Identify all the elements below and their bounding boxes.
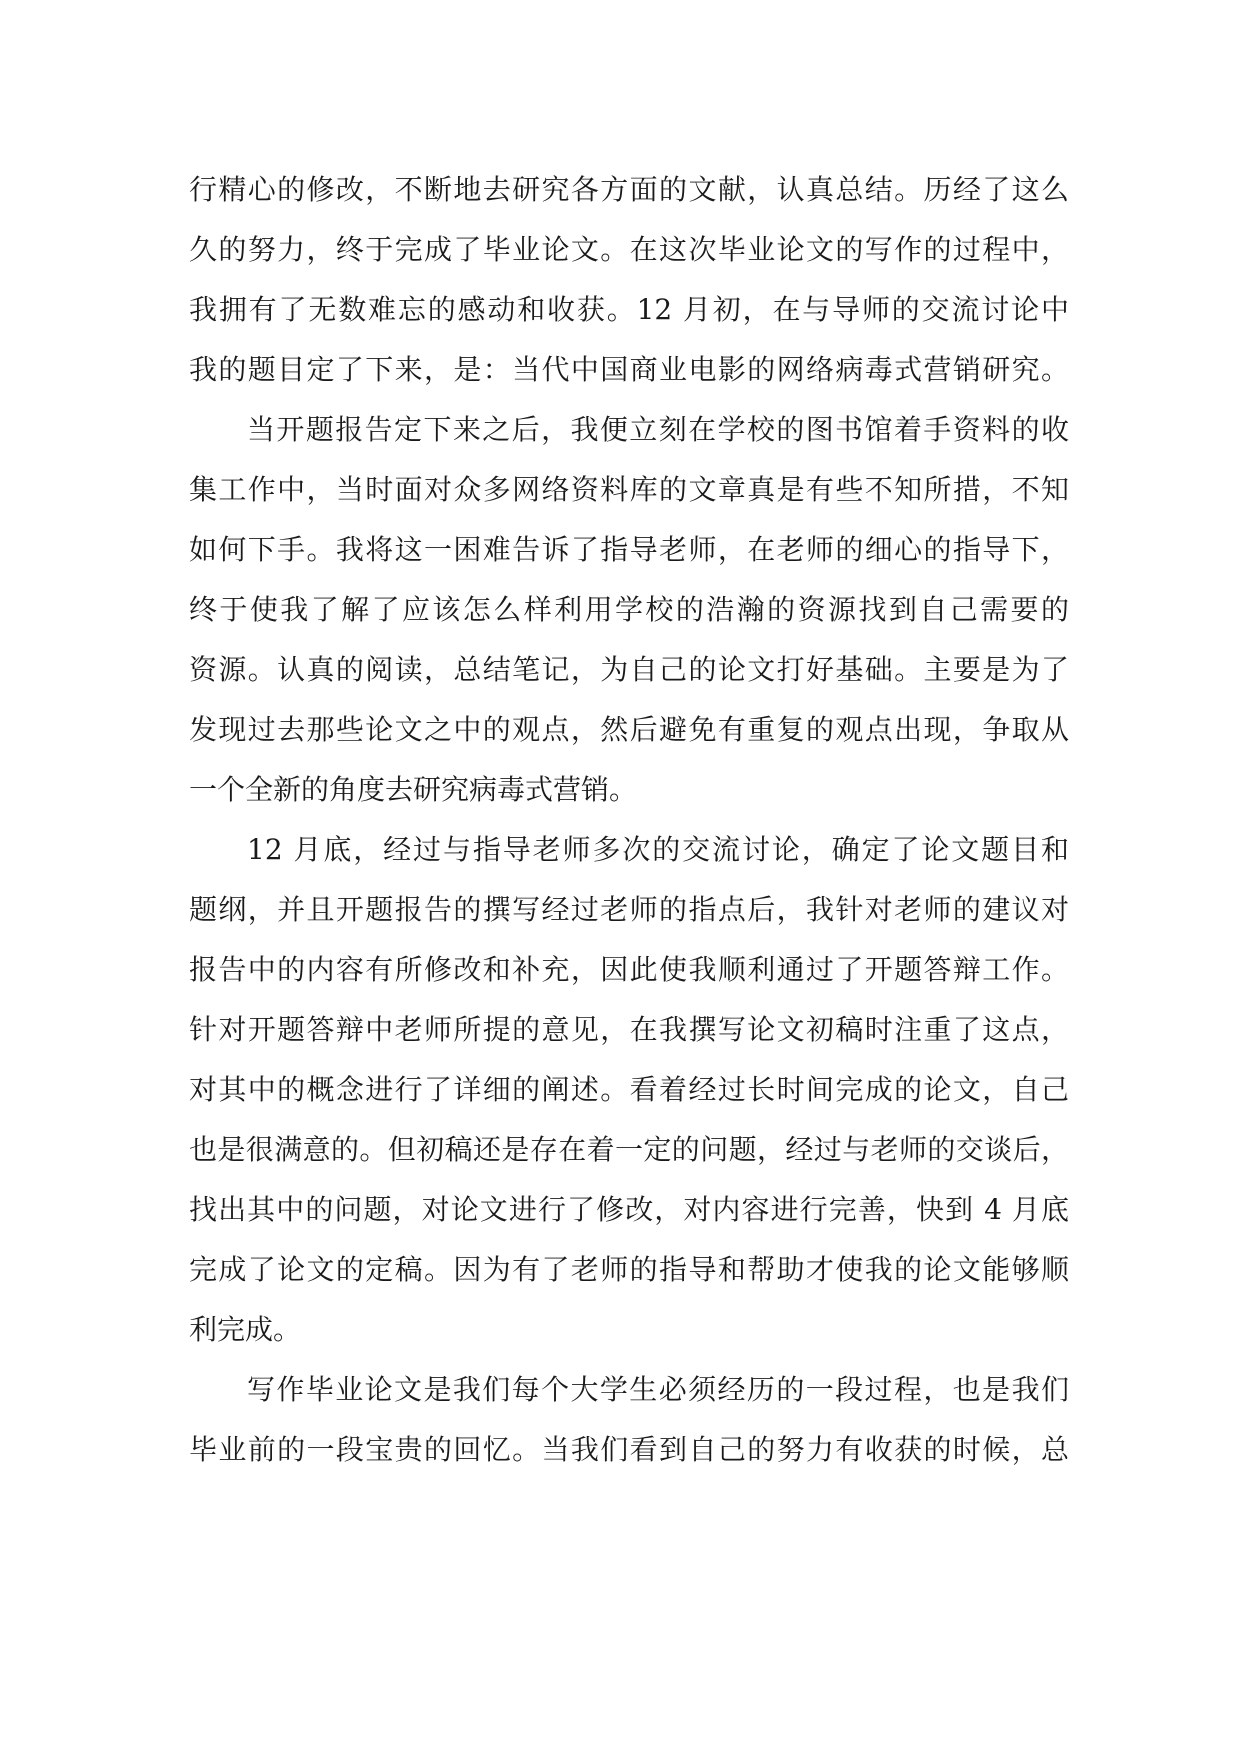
- text-line: 我拥有了无数难忘的感动和收获。12 月初，在与导师的交流讨论中: [189, 293, 1069, 326]
- text-line: 久的努力，终于完成了毕业论文。在这次毕业论文的写作的过程中，: [189, 233, 1069, 266]
- text-line: 行精心的修改，不断地去研究各方面的文献，认真总结。历经了这么: [189, 173, 1069, 206]
- text-line: 完成了论文的定稿。因为有了老师的指导和帮助才使我的论文能够顺: [189, 1253, 1069, 1286]
- text-line: 找出其中的问题，对论文进行了修改，对内容进行完善，快到 4 月底: [189, 1193, 1069, 1226]
- text-line: 当开题报告定下来之后，我便立刻在学校的图书馆着手资料的收: [247, 413, 1069, 446]
- text-line: 也是很满意的。但初稿还是存在着一定的问题，经过与老师的交谈后，: [189, 1133, 1069, 1166]
- paragraph: [189, 1360, 1069, 1480]
- text-line: 我的题目定了下来，是：当代中国商业电影的网络病毒式营销研究。: [189, 353, 1069, 386]
- paragraph: [189, 820, 1069, 1360]
- text-line: 毕业前的一段宝贵的回忆。当我们看到自己的努力有收获的时候，总: [189, 1433, 1069, 1466]
- text-line: 写作毕业论文是我们每个大学生必须经历的一段过程，也是我们: [247, 1373, 1069, 1406]
- text-line: 终于使我了解了应该怎么样利用学校的浩瀚的资源找到自己需要的: [189, 593, 1069, 626]
- text-line: 集工作中，当时面对众多网络资料库的文章真是有些不知所措，不知: [189, 473, 1069, 506]
- paragraph: [189, 160, 1069, 400]
- text-line: 一个全新的角度去研究病毒式营销。: [189, 773, 638, 806]
- text-line: 资源。认真的阅读，总结笔记，为自己的论文打好基础。主要是为了: [189, 653, 1069, 686]
- text-line: 题纲，并且开题报告的撰写经过老师的指点后，我针对老师的建议对: [189, 893, 1069, 926]
- paragraph: [189, 400, 1069, 820]
- text-line: 发现过去那些论文之中的观点，然后避免有重复的观点出现，争取从: [189, 713, 1069, 746]
- text-line: 对其中的概念进行了详细的阐述。看着经过长时间完成的论文，自己: [189, 1073, 1069, 1106]
- text-line: 针对开题答辩中老师所提的意见，在我撰写论文初稿时注重了这点，: [189, 1013, 1069, 1046]
- text-line: 12 月底，经过与指导老师多次的交流讨论，确定了论文题目和: [247, 833, 1069, 866]
- text-line: 报告中的内容有所修改和补充，因此使我顺利通过了开题答辩工作。: [189, 953, 1069, 986]
- text-line: 利完成。: [189, 1313, 302, 1346]
- text-line: 如何下手。我将这一困难告诉了指导老师，在老师的细心的指导下，: [189, 533, 1069, 566]
- body-text: [189, 160, 1069, 1480]
